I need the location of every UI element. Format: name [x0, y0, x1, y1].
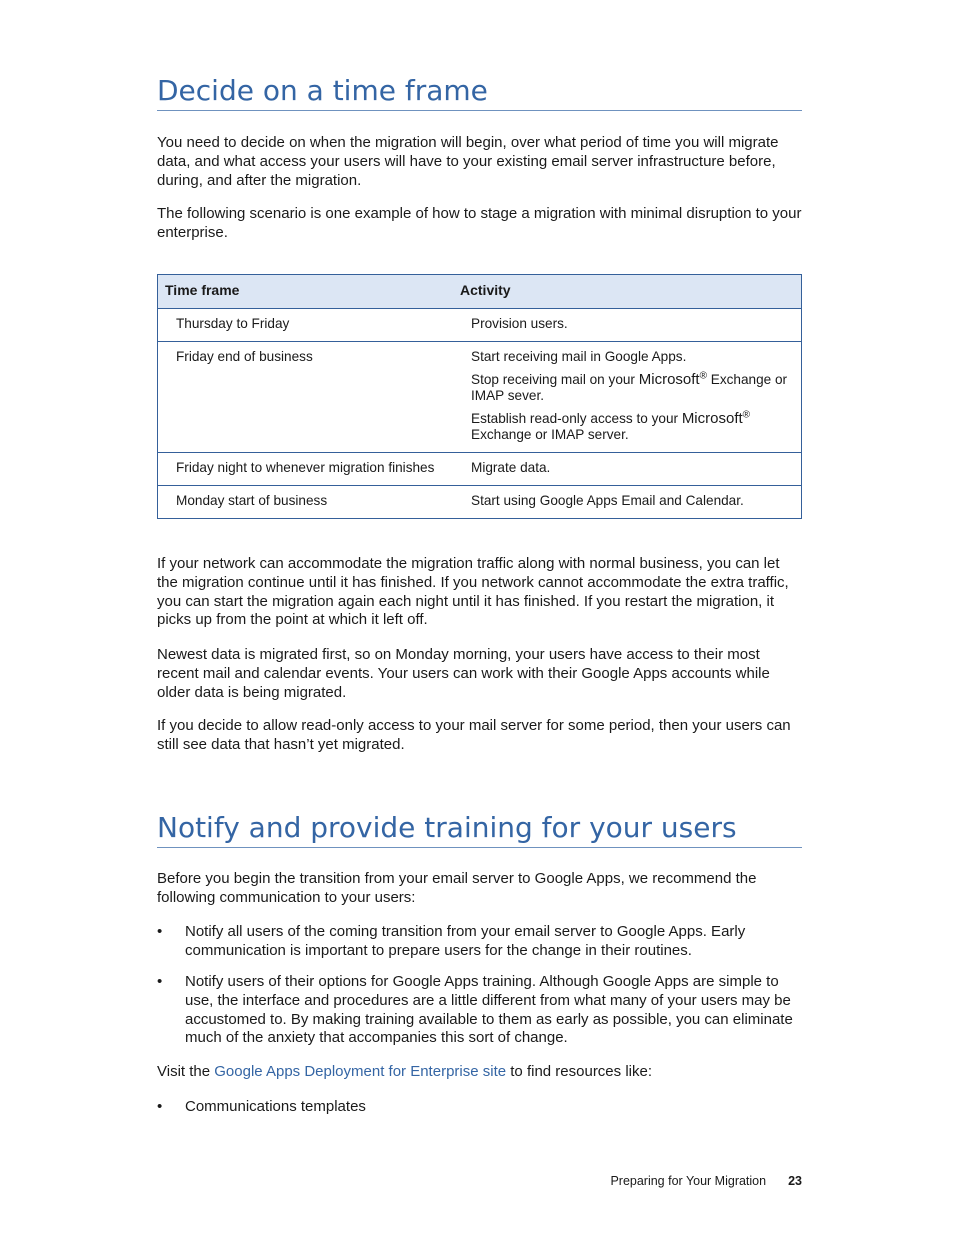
list-item-text: Notify all users of the coming transition from your email server to Google Apps. Early communication is important to prepare users for the change in their routines.: [185, 923, 746, 959]
paragraph-network: If your network can accommodate the migration traffic along with normal business, you can let the migration continue until it has finished. If you network cannot accommodate the extra traffic, you can start the migration again each night until it has finished. If you restart the migration, it picks up from the point at which it left off.: [157, 555, 789, 629]
bullet-icon: •: [157, 1098, 163, 1115]
page-footer: [610, 1174, 802, 1188]
page-number: 23: [788, 1174, 802, 1188]
table-row: [158, 453, 802, 486]
activity-text: Start receiving mail in Google Apps.: [471, 349, 687, 364]
table-cell-activity: [459, 309, 802, 342]
section-title-time-frame: Decide on a time frame: [157, 75, 802, 111]
time-frame-table: [157, 274, 802, 519]
table-header-activity: Activity: [459, 275, 802, 309]
activity-text: Start using Google Apps Email and Calendar.: [471, 493, 744, 508]
table-cell-activity: [459, 453, 802, 486]
deployment-site-link[interactable]: Google Apps Deployment for Enterprise site: [214, 1063, 507, 1080]
paragraph-intro: You need to decide on when the migration will begin, over what period of time you will migrate data, and what access your users will have to your existing email server infrastructure before, during, and after the migration.: [157, 134, 779, 189]
paragraph-read-only: If you decide to allow read-only access to your mail server for some period, then your users can still see data that hasn’t yet migrated.: [157, 717, 791, 753]
table-header-row: [158, 275, 802, 309]
list-item-text: Communications templates: [185, 1098, 366, 1115]
paragraph-before-transition: Before you begin the transition from your email server to Google Apps, we recommend the following communication to your users:: [157, 870, 757, 906]
list-item-text: Notify users of their options for Google Apps training. Although Google Apps are simple to use, the interface and procedures are a little different from what many of your users may be accustomed to. By making training available to them as early as possible, you can eliminate much of the anxiety that accompanies this sort of change.: [185, 973, 793, 1047]
paragraph-scenario: The following scenario is one example of how to stage a migration with minimal disruption to your enterprise.: [157, 205, 802, 241]
table-cell-activity: [459, 342, 802, 453]
visit-suffix: to find resources like:: [510, 1063, 652, 1080]
activity-text: Establish read-only access to your Microsoft® Exchange or IMAP server.: [471, 409, 751, 442]
list-item: [157, 923, 802, 961]
table-row: [158, 309, 802, 342]
table-cell-time-frame: Monday start of business: [158, 486, 460, 519]
paragraph-newest-data: Newest data is migrated first, so on Monday morning, your users have access to their most recent mail and calendar events. Your users can work with their Google Apps accounts while older data is being migrated.: [157, 646, 770, 701]
table-header-time-frame: Time frame: [158, 275, 460, 309]
table-cell-activity: [459, 486, 802, 519]
table-cell-time-frame: Thursday to Friday: [158, 309, 460, 342]
visit-prefix: Visit the: [157, 1063, 211, 1080]
list-item: [157, 973, 802, 1048]
section-title-notify: Notify and provide training for your users: [157, 812, 802, 848]
table-row: [158, 342, 802, 453]
table-row: [158, 486, 802, 519]
paragraph-visit: [157, 1063, 802, 1082]
bullet-icon: •: [157, 923, 163, 940]
footer-chapter: Preparing for Your Migration: [610, 1174, 767, 1188]
activity-text: Stop receiving mail on your Microsoft® Exchange or IMAP sever.: [471, 370, 788, 403]
table-cell-time-frame: Friday end of business: [158, 342, 460, 453]
activity-text: Migrate data.: [471, 460, 551, 475]
bullet-icon: •: [157, 973, 163, 990]
list-item: [157, 1098, 802, 1117]
table-cell-time-frame: Friday night to whenever migration finishes: [158, 453, 460, 486]
activity-text: Provision users.: [471, 316, 568, 331]
